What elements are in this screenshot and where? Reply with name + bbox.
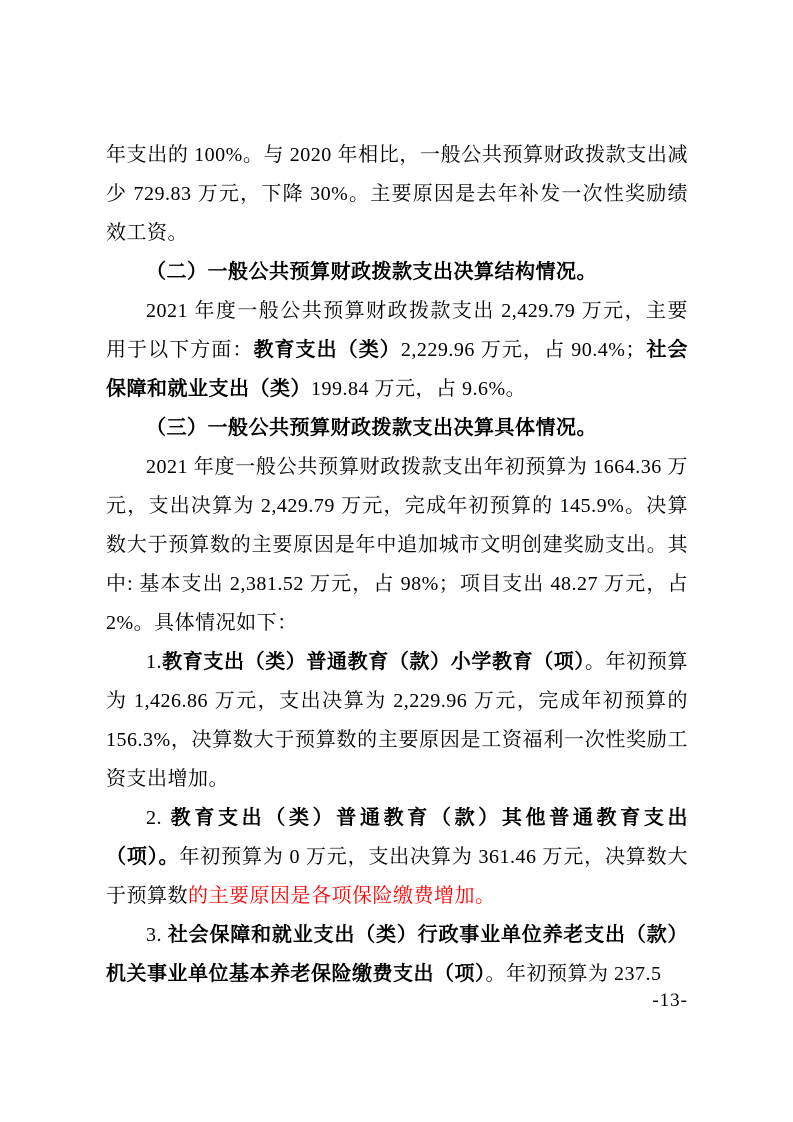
text-run: 2,229.96 万元，占 90.4%； [400, 339, 646, 361]
document-body [106, 136, 688, 994]
bold-text-run: （二）一般公共预算财政拨款支出决算结构情况。 [146, 261, 597, 283]
text-run: 。年初预算为 1,426.86 万元，支出决算为 2,229.96 万元，完成年初预算的 156.3%，决算数大于预算数的主要原因是工资福利一次性奖励工资支出增加。 [106, 651, 689, 790]
heading-section-3 [106, 409, 688, 448]
bold-text-run: 社会保障和就业支出（类） [106, 339, 689, 400]
bold-text-run: 社会保障和就业支出（类）行政事业单位养老支出（款）机关事业单位基本养老保险缴费支出（项） [106, 924, 689, 985]
bold-text-run: 教育支出（类）普通教育（款）其他普通教育支出（项）。 [106, 807, 689, 868]
text-run: 。年初预算为 237.5 [485, 963, 662, 985]
text-run: 年初预算为 0 万元，支出决算为 361.46 万元，决算数大于预算数 [106, 846, 689, 907]
paragraph-structure-overview [106, 292, 688, 409]
bold-text-run: （三）一般公共预算财政拨款支出决算具体情况。 [146, 417, 597, 439]
text-run: 2. [146, 807, 171, 829]
paragraph-detail-overview [106, 448, 688, 643]
paragraph-item-3 [106, 916, 688, 994]
bold-text-run: 教育支出（类） [253, 339, 401, 361]
paragraph-continuation [106, 136, 688, 253]
text-run: 年支出的 100%。与 2020 年相比，一般公共预算财政拨款支出减少 729.83 万元，下降 30%。主要原因是去年补发一次性奖励绩效工资。 [106, 144, 688, 244]
paragraph-item-1 [106, 643, 688, 799]
text-run: 199.84 万元，占 9.6%。 [311, 378, 527, 400]
text-run: 1. [146, 651, 162, 673]
bold-text-run: 教育支出（类）普通教育（款）小学教育（项） [162, 651, 586, 673]
highlighted-text-run: 的主要原因是各项保险缴费增加。 [188, 885, 496, 907]
paragraph-item-2 [106, 799, 688, 916]
heading-section-2 [106, 253, 688, 292]
text-run: 2021 年度一般公共预算财政拨款支出年初预算为 1664.36 万元，支出决算为 2,429.79 万元，完成年初预算的 145.9%。决算数大于预算数的主要原因是年中追加城市文明创建奖励支出。其中: 基本支出 2,381.52 万元，占 98%；项目支出 48.27 万元，占 2%。具体情况如下： [106, 456, 688, 634]
text-run: 2021 年度一般公共预算财政拨款支出 2,429.79 万元，主要用于以下方面： [106, 300, 688, 361]
text-run: 3. [146, 924, 168, 946]
page-number: -13- [652, 990, 688, 1011]
